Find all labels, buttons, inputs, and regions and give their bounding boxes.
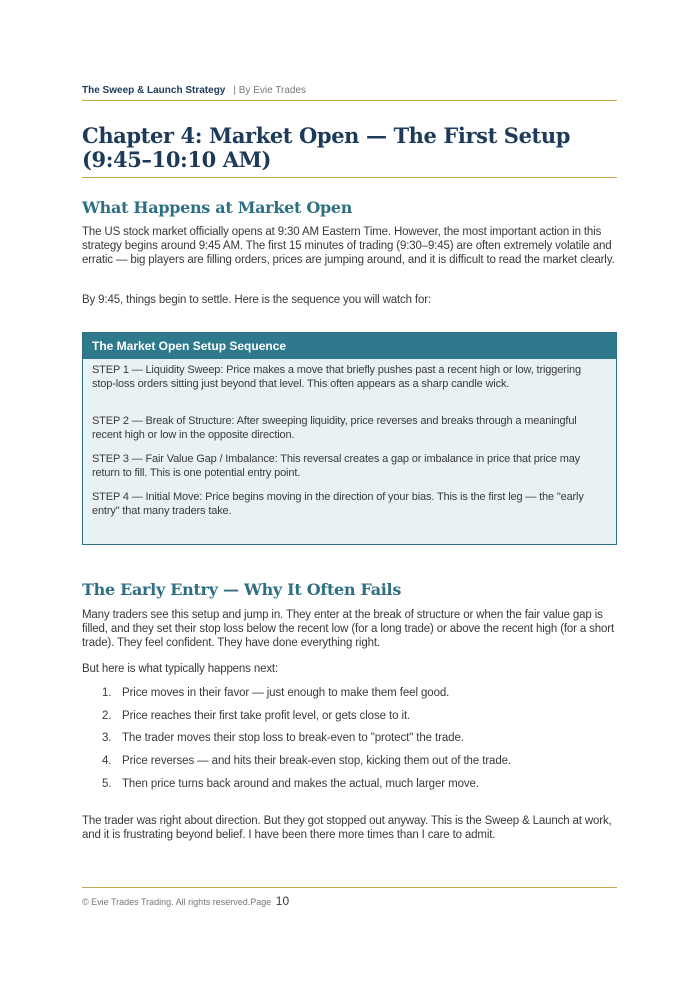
setup-step-3: STEP 3 — Fair Value Gap / Imbalance: This reversal creates a gap or imbalance in price that price may return to fill. This is one potential entry point. bbox=[92, 453, 581, 479]
list-number: 2. bbox=[102, 710, 112, 722]
list-text: Price reaches their first take profit level, or gets close to it. bbox=[122, 710, 411, 722]
list-text: Price moves in their favor — just enough to make them feel good. bbox=[122, 687, 450, 699]
setup-step-1: STEP 1 — Liquidity Sweep: Price makes a move that briefly pushes past a recent high or low, triggering stop-loss orders sitting just beyond that level. This often appears as a sharp candle wick. bbox=[92, 364, 581, 390]
sequence-lead-paragraph: By 9:45, things begin to settle. Here is the sequence you will watch for: bbox=[82, 294, 431, 306]
list-item bbox=[102, 754, 602, 768]
header-rule bbox=[82, 100, 617, 101]
section-heading-early-entry: The Early Entry — Why It Often Fails bbox=[82, 580, 402, 599]
page-number: 10 bbox=[275, 894, 290, 908]
list-item bbox=[102, 686, 602, 700]
closing-paragraph: The trader was right about direction. But they got stopped out anyway. This is the Sweep & Launch at work, and it is frustrating beyond belief. I have been there more times than I care to admit. bbox=[82, 815, 612, 841]
list-text: The trader moves their stop loss to break-even to "protect" the trade. bbox=[122, 732, 464, 744]
setup-step-4: STEP 4 — Initial Move: Price begins moving in the direction of your bias. This is the first leg — the "early entry" that many traders take. bbox=[92, 491, 584, 517]
intro-paragraph: The US stock market officially opens at 9:30 AM Eastern Time. However, the most important action in this strategy begins around 9:45 AM. The first 15 minutes of trading (9:30–9:45) are often extremely volatile and erratic — big players are filling orders, prices are jumping around, and it is difficult to read the market clearly. bbox=[82, 226, 615, 266]
list-number: 1. bbox=[102, 687, 112, 699]
book-title: The Sweep & Launch Strategy bbox=[82, 85, 226, 96]
footer-rule bbox=[82, 887, 617, 888]
list-text: Then price turns back around and makes the actual, much larger move. bbox=[122, 778, 479, 790]
title-rule bbox=[82, 177, 617, 178]
what-happens-next-paragraph: But here is what typically happens next: bbox=[82, 663, 279, 675]
list-item bbox=[102, 731, 602, 745]
setup-sequence-box bbox=[82, 332, 617, 545]
list-item bbox=[102, 709, 602, 723]
list-number: 4. bbox=[102, 755, 112, 767]
page-footer bbox=[82, 894, 617, 909]
setup-box-title: The Market Open Setup Sequence bbox=[83, 333, 616, 359]
setup-step-2: STEP 2 — Break of Structure: After sweeping liquidity, price reverses and breaks through a meaningful recent high or low in the opposite direction. bbox=[92, 415, 577, 441]
early-entry-paragraph: Many traders see this setup and jump in. They enter at the break of structure or when the fair value gap is filled, and they set their stop loss below the recent low (for a long trade) or above the recent high (for a short trade). They feel confident. They have done everything right. bbox=[82, 609, 615, 649]
footer-copyright: © Evie Trades Trading. All rights reserved. bbox=[82, 897, 251, 907]
chapter-title: Chapter 4: Market Open — The First Setup (9:45–10:10 AM) bbox=[82, 123, 570, 172]
list-number: 5. bbox=[102, 778, 112, 790]
list-number: 3. bbox=[102, 732, 112, 744]
author-byline: | By Evie Trades bbox=[233, 85, 307, 96]
running-header bbox=[82, 84, 617, 97]
footer-page-label: Page bbox=[250, 897, 272, 907]
list-item bbox=[102, 777, 602, 791]
list-text: Price reverses — and hits their break-even stop, kicking them out of the trade. bbox=[122, 755, 512, 767]
section-heading-market-open: What Happens at Market Open bbox=[82, 198, 353, 217]
